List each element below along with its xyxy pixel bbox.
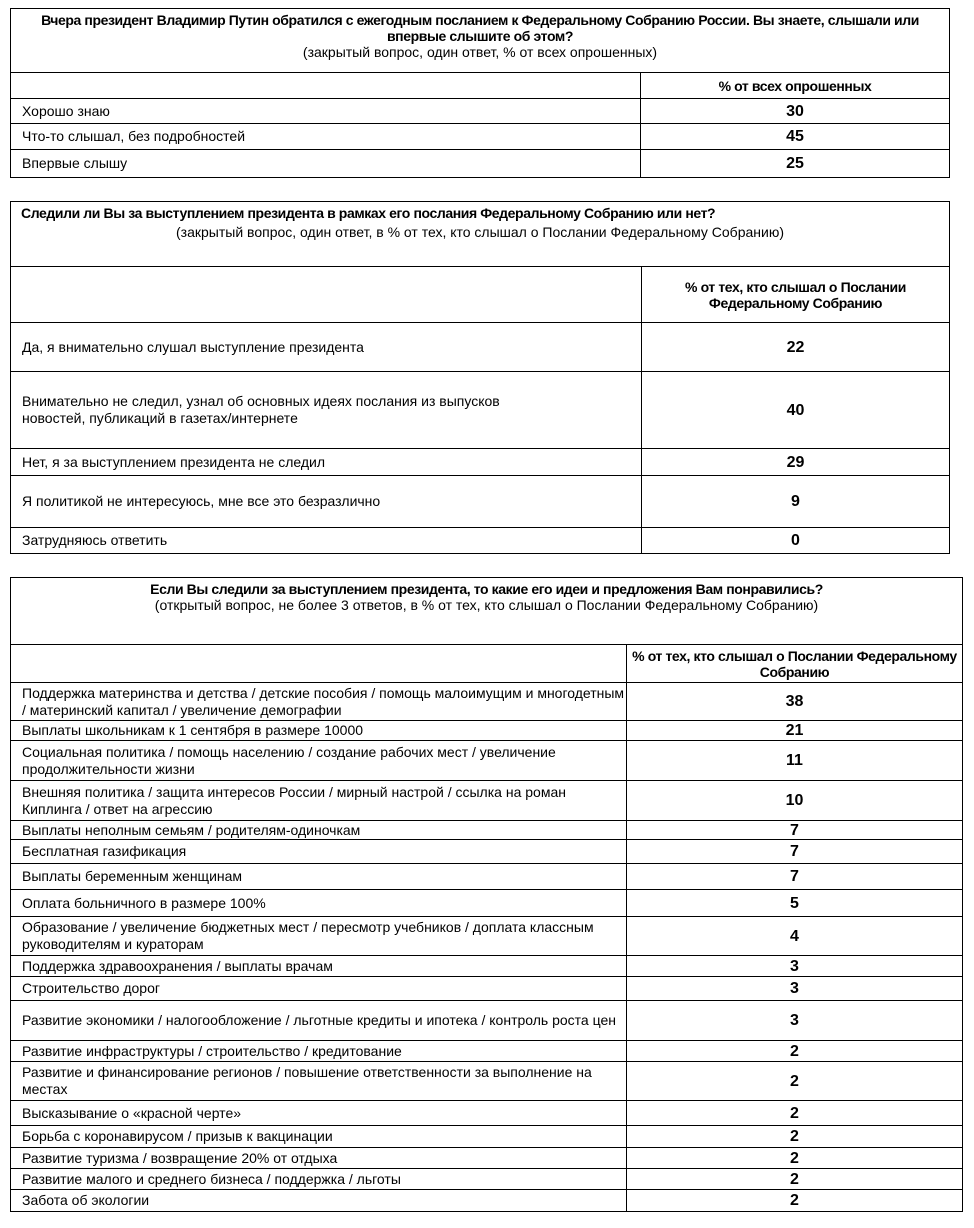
row-value: 4: [627, 917, 963, 956]
row-label: Борьба с коронавирусом / призыв к вакцинации: [11, 1126, 627, 1148]
row-label: Выплаты беременным женщинам: [11, 864, 627, 890]
row-value: 10: [627, 781, 963, 821]
table-row: [11, 449, 950, 476]
row-label: Развитие инфраструктуры / строительство / кредитование: [11, 1041, 627, 1062]
table-row: [11, 1190, 963, 1212]
table-row: [11, 99, 950, 124]
row-value: 21: [627, 721, 963, 741]
table-row: [11, 890, 963, 917]
table-row: [11, 781, 963, 821]
row-label: Оплата больничного в размере 100%: [11, 890, 627, 917]
row-value: 2: [627, 1126, 963, 1148]
row-value: 29: [642, 449, 950, 476]
question-cell: [11, 9, 950, 73]
row-value: 2: [627, 1041, 963, 1062]
empty-header-cell: [11, 267, 642, 323]
column-header: % от всех опрошенных: [641, 73, 950, 99]
row-value: 3: [627, 977, 963, 1001]
table-row: [11, 372, 950, 449]
question-note: (закрытый вопрос, один ответ, в % от тех, кто слышал о Послании Федеральному Собранию): [176, 224, 784, 240]
row-value: 2: [627, 1169, 963, 1190]
row-label: Я политикой не интересуюсь, мне все это безразлично: [11, 476, 642, 528]
row-label: Развитие экономики / налогообложение / льготные кредиты и ипотека / контроль роста цен: [11, 1001, 627, 1041]
row-value: 11: [627, 741, 963, 781]
row-label: Да, я внимательно слушал выступление президента: [11, 323, 642, 372]
table-row: [11, 821, 963, 840]
table-row: [11, 150, 950, 178]
row-label: Поддержка материнства и детства / детские пособия / помощь малоимущим и многодетным / материнский капитал / увеличение демографии: [11, 683, 627, 721]
table-row: [11, 1148, 963, 1169]
row-value: 2: [627, 1101, 963, 1126]
row-label: Строительство дорог: [11, 977, 627, 1001]
table-row: [11, 528, 950, 554]
row-value: 7: [627, 840, 963, 864]
row-label: Развитие и финансирование регионов / повышение ответственности за выполнение на местах: [11, 1062, 627, 1101]
table-row: [11, 683, 963, 721]
table-row: [11, 956, 963, 977]
row-label: Развитие туризма / возвращение 20% от отдыха: [11, 1148, 627, 1169]
row-value: 7: [627, 821, 963, 840]
row-label: Внешняя политика / защита интересов России / мирный настрой / ссылка на роман Киплинга / ответ на агрессию: [11, 781, 627, 821]
row-value: 30: [641, 99, 950, 124]
survey-table-awareness: [10, 8, 950, 178]
row-value: 2: [627, 1148, 963, 1169]
column-header: % от тех, кто слышал о Послании Федеральному Собранию: [642, 267, 950, 323]
row-value: 0: [642, 528, 950, 554]
row-label: Что-то слышал, без подробностей: [11, 124, 641, 150]
row-value: 2: [627, 1062, 963, 1101]
table-row: [11, 1001, 963, 1041]
question-cell: [11, 578, 963, 645]
row-label: Впервые слышу: [11, 150, 641, 178]
table-row: [11, 1041, 963, 1062]
row-value: 9: [642, 476, 950, 528]
row-label: Внимательно не следил, узнал об основных идеях послания из выпусков новостей, публикаций в газетах/интернете: [11, 372, 642, 449]
row-value: 22: [642, 323, 950, 372]
row-label: Высказывание о «красной черте»: [11, 1101, 627, 1126]
row-value: 2: [627, 1190, 963, 1212]
row-label: Нет, я за выступлением президента не следил: [11, 449, 642, 476]
table-row: [11, 840, 963, 864]
table-row: [11, 917, 963, 956]
question-cell: [11, 202, 950, 267]
row-label: Бесплатная газификация: [11, 840, 627, 864]
table-row: [11, 1101, 963, 1126]
table-row: [11, 741, 963, 781]
row-value: 3: [627, 956, 963, 977]
table-row: [11, 864, 963, 890]
table-row: [11, 1062, 963, 1101]
row-value: 3: [627, 1001, 963, 1041]
table-row: [11, 977, 963, 1001]
column-header: % от тех, кто слышал о Послании Федеральному Собранию: [627, 645, 963, 683]
table-row: [11, 476, 950, 528]
row-label: Затрудняюсь ответить: [11, 528, 642, 554]
question-title: Если Вы следили за выступлением президента, то какие его идеи и предложения Вам понравились?: [150, 581, 823, 597]
question-title: Следили ли Вы за выступлением президента в рамках его послания Федеральному Собранию или нет?: [21, 205, 716, 221]
survey-table-liked-ideas: [10, 577, 963, 1212]
question-note: (открытый вопрос, не более 3 ответов, в % от тех, кто слышал о Послании Федеральному Собранию): [154, 597, 819, 613]
table-row: [11, 1169, 963, 1190]
row-label: Развитие малого и среднего бизнеса / поддержка / льготы: [11, 1169, 627, 1190]
row-label: Выплаты школьникам к 1 сентября в размере 10000: [11, 721, 627, 741]
question-title: Вчера президент Владимир Путин обратился с ежегодным посланием к Федеральному Собранию России. Вы знаете, слышали или впервые слышите об этом?: [41, 12, 919, 44]
survey-table-following: [10, 201, 950, 554]
table-row: [11, 124, 950, 150]
row-label: Хорошо знаю: [11, 99, 641, 124]
question-note: (закрытый вопрос, один ответ, % от всех опрошенных): [302, 44, 658, 60]
row-label: Забота об экологии: [11, 1190, 627, 1212]
table-row: [11, 1126, 963, 1148]
row-label: Образование / увеличение бюджетных мест / пересмотр учебников / доплата классным руководителям и кураторам: [11, 917, 627, 956]
table-row: [11, 721, 963, 741]
row-label: Социальная политика / помощь населению / создание рабочих мест / увеличение продолжительности жизни: [11, 741, 627, 781]
table-row: [11, 323, 950, 372]
row-value: 7: [627, 864, 963, 890]
row-value: 38: [627, 683, 963, 721]
row-value: 45: [641, 124, 950, 150]
empty-header-cell: [11, 645, 627, 683]
row-label: Поддержка здравоохранения / выплаты врачам: [11, 956, 627, 977]
row-label: Выплаты неполным семьям / родителям-одиночкам: [11, 821, 627, 840]
row-value: 25: [641, 150, 950, 178]
row-value: 5: [627, 890, 963, 917]
empty-header-cell: [11, 73, 641, 99]
row-value: 40: [642, 372, 950, 449]
